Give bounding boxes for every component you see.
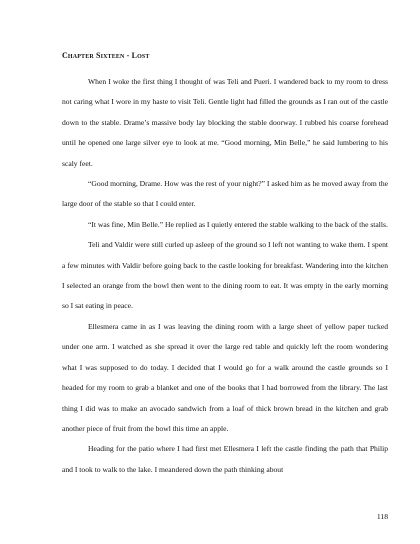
page-body <box>62 50 388 480</box>
chapter-heading <box>62 50 388 61</box>
paragraph: “It was fine, Min Belle.” He replied as I quietly entered the stable walking to the back of the stalls. <box>88 219 388 229</box>
paragraph: Heading for the patio where I had first met Ellesmera I left the castle finding the path that Philip and I took to walk to the lake. I meandered down the path thinking about <box>62 444 388 474</box>
chapter-title: Lost <box>131 51 150 60</box>
paragraph: Teli and Valdir were still curled up asleep of the ground so I left not wanting to wake them. I spent a few minutes with Valdir before going back to the castle looking for breakfast. Wandering into the kitchen I selected an orange from the bowl then went to the dining room to eat. It was empty in the early morning so I sat eating in peace. <box>62 240 388 311</box>
paragraph: “Good morning, Drame. How was the rest of your night?” I asked him as he moved away from the large door of the stable so that I could enter. <box>62 179 388 209</box>
paragraph: When I woke the first thing I thought of was Teli and Pueri. I wandered back to my room to dress not caring what I wore in my haste to visit Teli. Gentle light had filled the grounds as I ran out of the castle down to the stable. Drame’s massive body lay blocking the stable doorway. I rubbed his coarse forehead until he opened one large silver eye to look at me. “Good morning, Min Belle,” he said lumbering to his scaly feet. <box>62 77 388 168</box>
page-number: 118 <box>376 512 388 521</box>
chapter-separator: - <box>124 51 132 60</box>
chapter-number: Chapter Sixteen <box>62 51 125 60</box>
paragraph: Ellesmera came in as I was leaving the dining room with a large sheet of yellow paper tucked under one arm. I watched as she spread it over the large red table and quickly left the room wondering what I was supposed to do today. I decided that I would go for a walk around the castle grounds so I headed for my room to grab a blanket and one of the books that I had borrowed from the library. The last thing I did was to make an avocado sandwich from a loaf of thick brown bread in the kitchen and grab another piece of fruit from the bowl this time an apple. <box>62 321 388 433</box>
